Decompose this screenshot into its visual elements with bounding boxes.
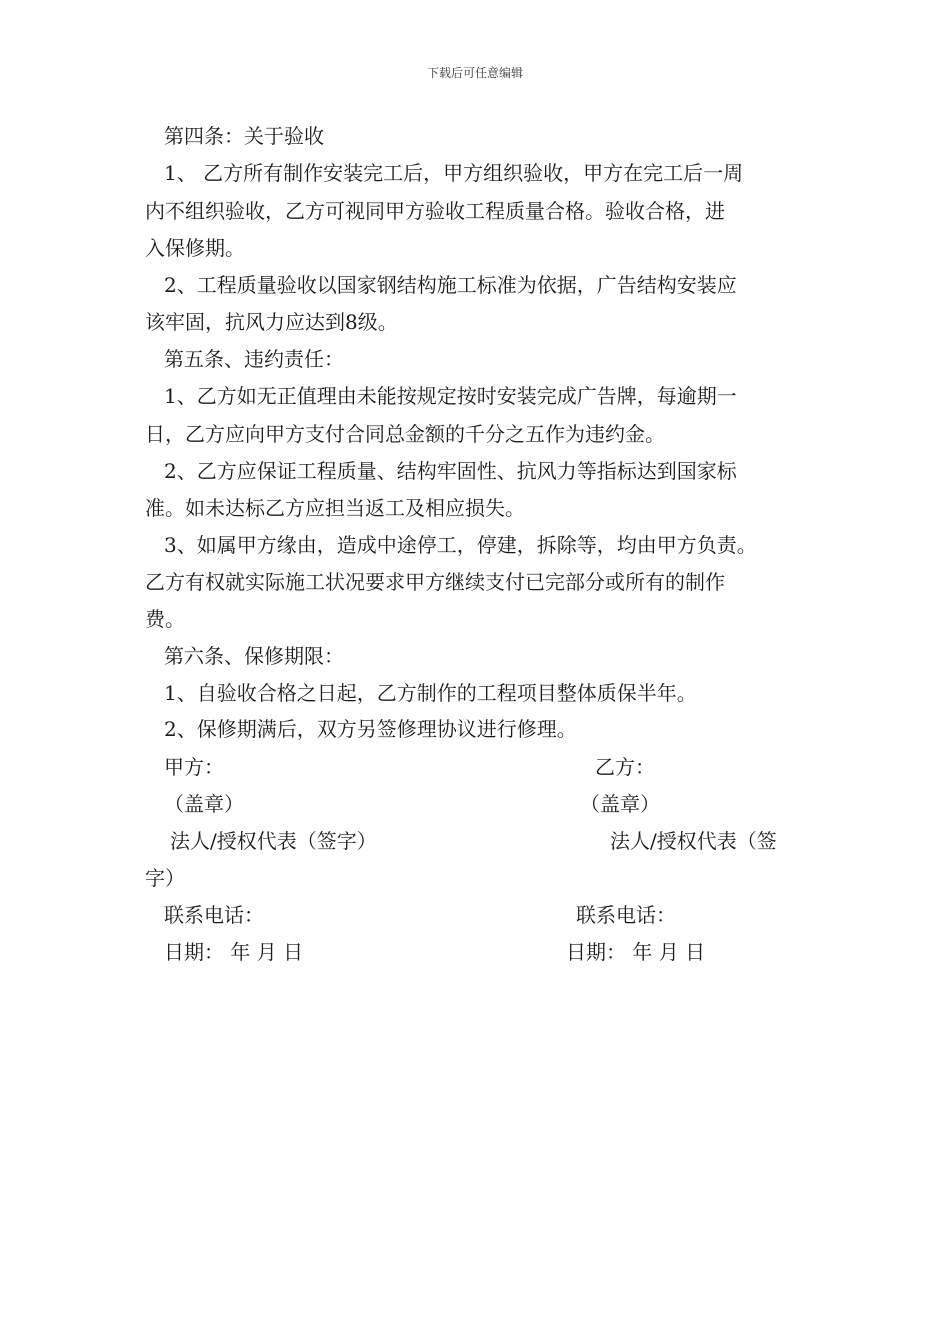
article-6-item-1: 1、自验收合格之日起，乙方制作的工程项目整体质保半年。 [164,681,697,705]
article-5-item-2-line-2: 准。如未达标乙方应担当返工及相应损失。 [145,496,525,520]
party-a-phone: 联系电话： [164,903,264,927]
article-4-item-1-line-1: 1、 乙方所有制作安装完工后，甲方组织验收，甲方在完工后一周 [164,161,744,185]
article-4-item-2-line-1: 2、工程质量验收以国家钢结构施工标准为依据，广告结构安装应 [164,273,737,297]
party-a-date: 日期： 年 月 日 [164,940,304,964]
article-4-title: 第四条：关于验收 [164,124,324,148]
party-a-seal: （盖章） [164,792,244,816]
article-5-item-3-line-3: 费。 [145,607,185,631]
article-4-item-1-line-3: 入保修期。 [145,236,245,260]
party-b-label: 乙方： [595,755,655,779]
party-b-seal: （盖章） [580,792,660,816]
article-4-item-2-line-2: 该牢固，抗风力应达到8级。 [145,310,398,334]
article-5-item-3-line-1: 3、如属甲方缘由，造成中途停工，停建，拆除等，均由甲方负责。 [164,533,757,557]
header-note: 下载后可任意编辑 [426,66,523,80]
article-6-title: 第六条、保修期限： [164,644,344,668]
party-a-label: 甲方： [164,755,224,779]
party-b-phone: 联系电话： [576,903,676,927]
party-a-representative: 法人/授权代表（签字） [170,829,377,853]
article-5-item-1-line-1: 1、乙方如无正值理由未能按规定按时安装完成广告牌，每逾期一 [164,384,737,408]
article-5-item-2-line-1: 2、乙方应保证工程质量、结构牢固性、抗风力等指标达到国家标 [164,459,737,483]
article-5-item-3-line-2: 乙方有权就实际施工状况要求甲方继续支付已完部分或所有的制作 [145,570,725,594]
party-b-date: 日期： 年 月 日 [566,940,706,964]
article-5-title: 第五条、违约责任： [164,347,344,371]
article-6-item-2: 2、保修期满后，双方另签修理协议进行修理。 [164,717,577,741]
party-b-representative-line-1: 法人/授权代表（签 [610,829,777,853]
party-b-representative-line-2: 字） [145,866,185,890]
article-4-item-1-line-2: 内不组织验收，乙方可视同甲方验收工程质量合格。验收合格，进 [145,199,725,223]
article-5-item-1-line-2: 日，乙方应向甲方支付合同总金额的千分之五作为违约金。 [145,422,665,446]
